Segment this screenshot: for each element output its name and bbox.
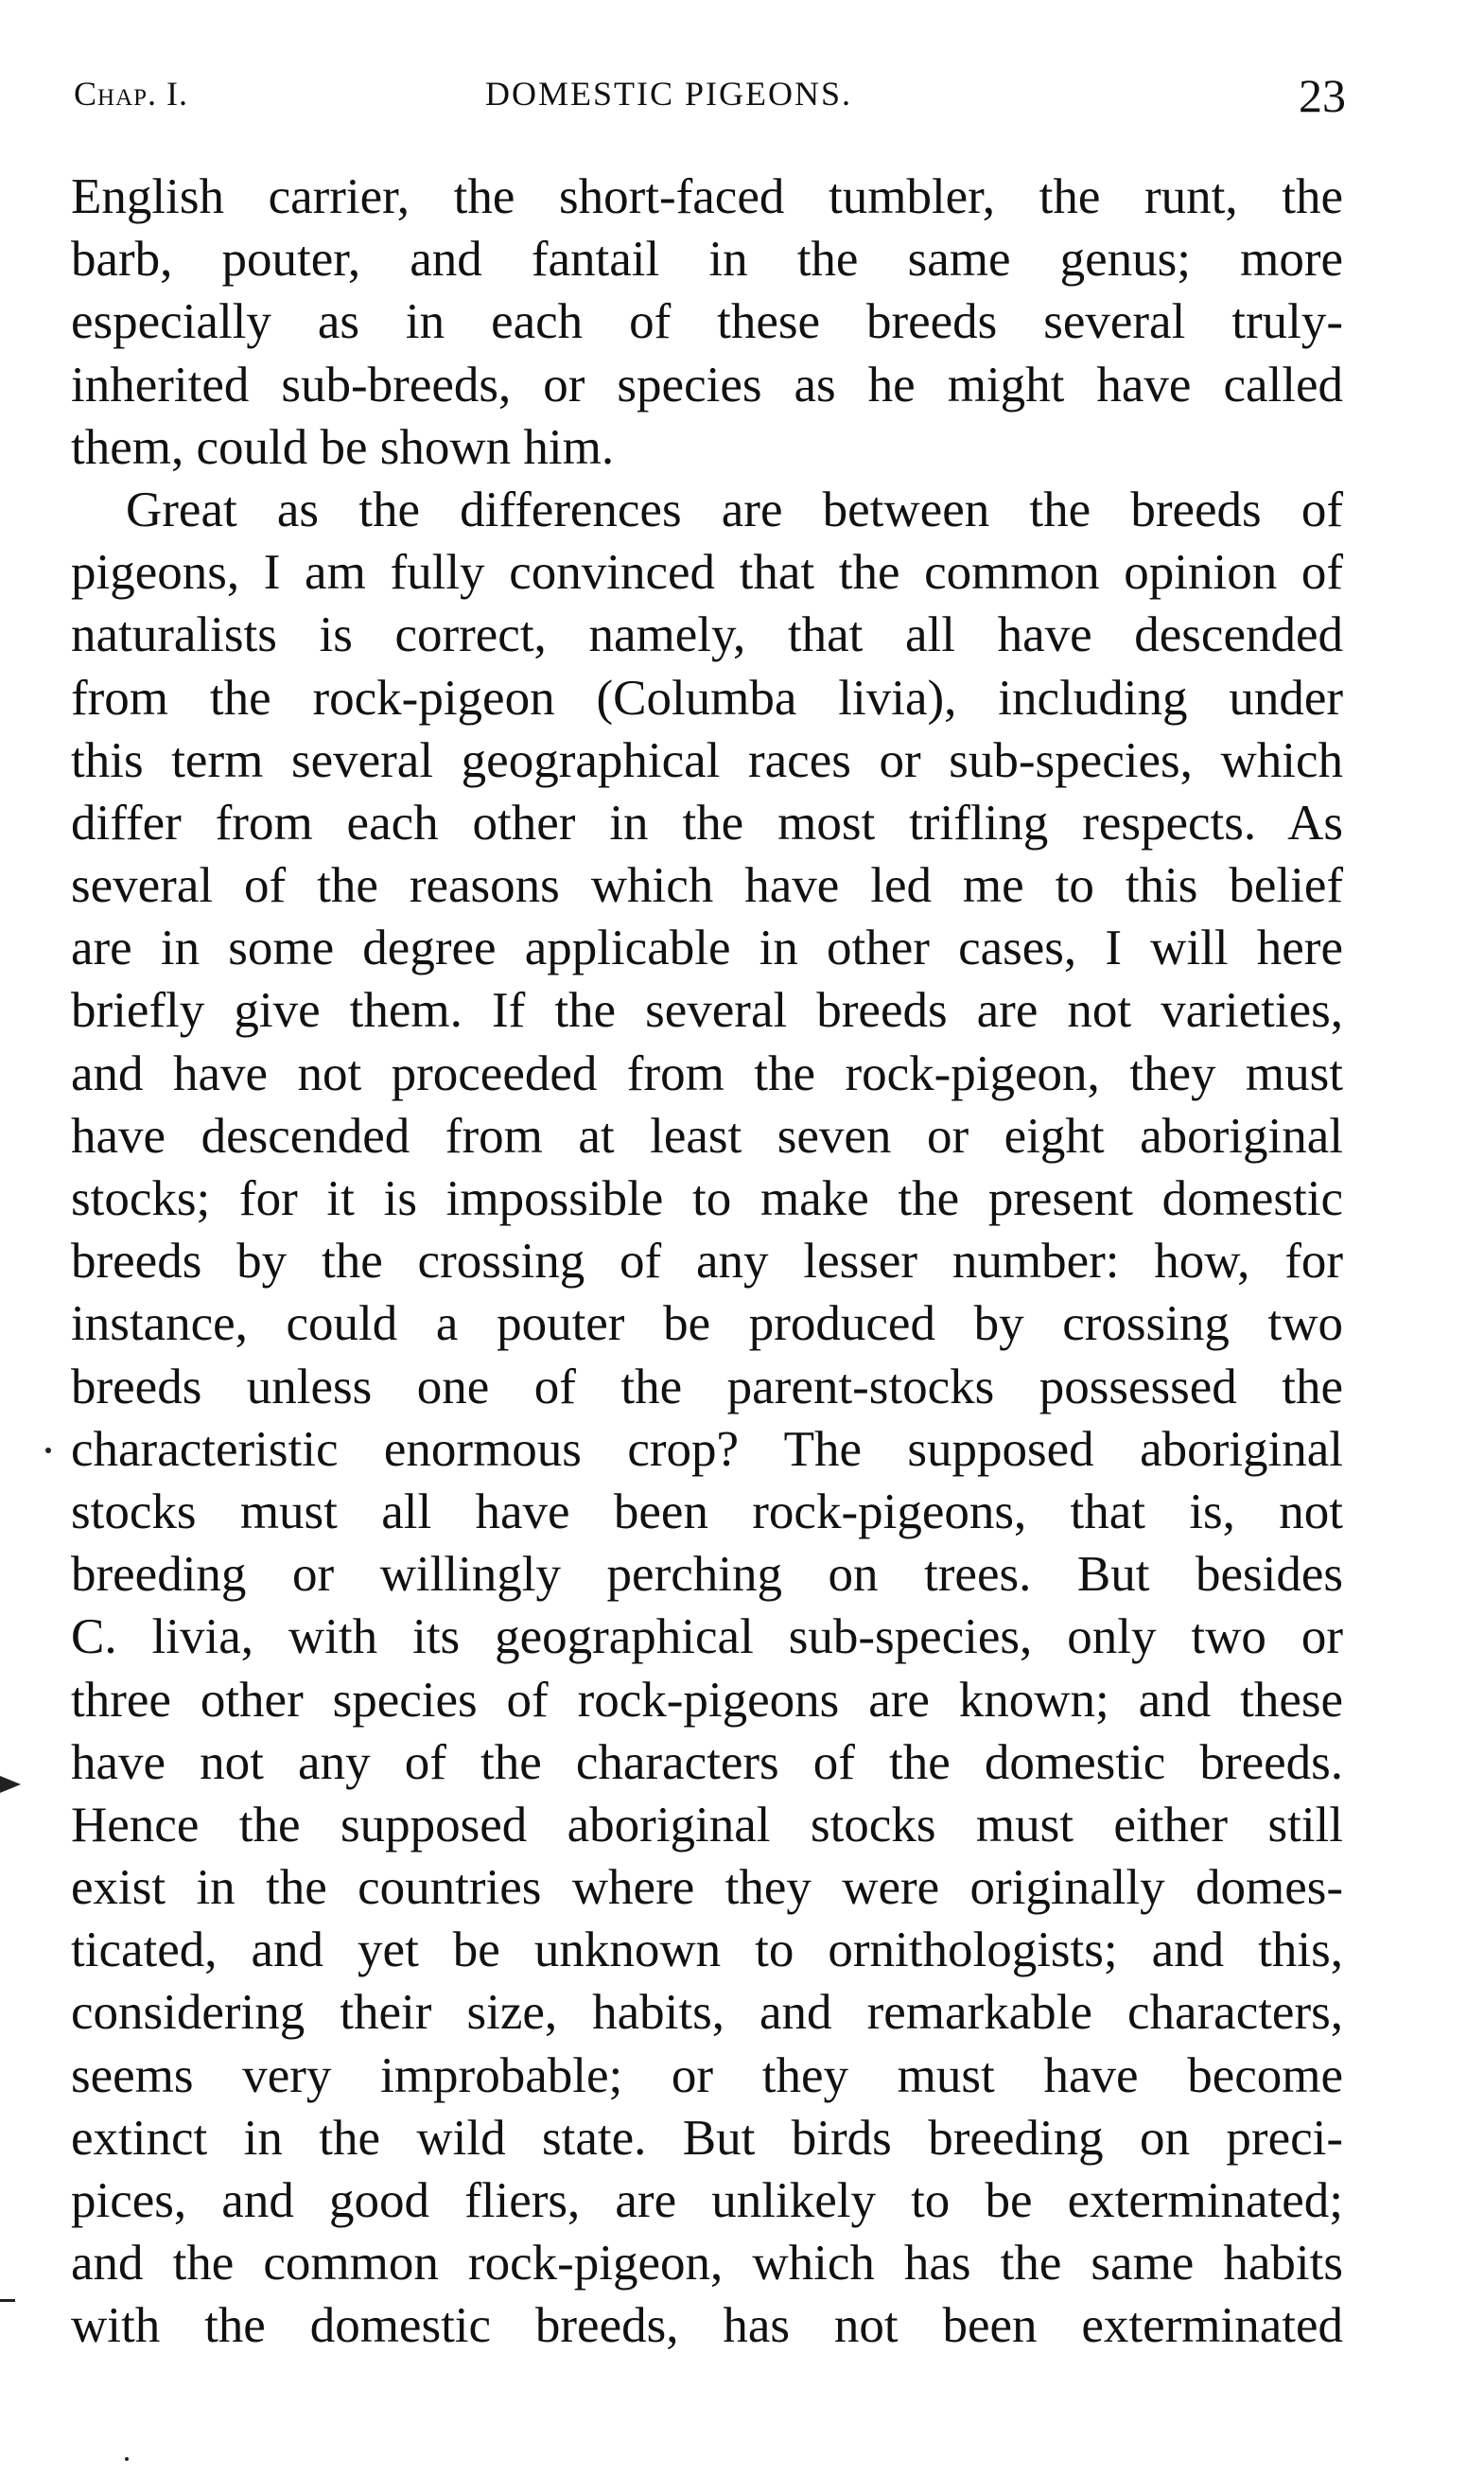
chapter-label: Chap. I. [74, 75, 189, 113]
text-line: exist in the countries where they were originally domes- [71, 1860, 1343, 1916]
paragraph-first-line: Great as the differences are between the breeds of [126, 482, 1343, 537]
text-line: instance, could a pouter be produced by crossing two [71, 1296, 1343, 1352]
text-line: have descended from at least seven or eight aboriginal [71, 1108, 1343, 1164]
margin-dash-mark [0, 2299, 15, 2302]
text-line: seems very improbable; or they must have become [71, 2047, 1343, 2103]
bottom-speck-mark [125, 2457, 129, 2461]
text-line: stocks must all have been rock-pigeons, that is, not [71, 1484, 1343, 1539]
text-line: differ from each other in the most trifling respects. As [71, 795, 1343, 851]
margin-arrow-mark [0, 1776, 21, 1793]
text-line: ticated, and yet be unknown to ornithologists; and this, [71, 1923, 1343, 1978]
text-line: several of the reasons which have led me to this belief [71, 858, 1343, 914]
text-line: considering their size, habits, and remarkable characters, [71, 1985, 1343, 2041]
running-title: DOMESTIC PIGEONS. [485, 75, 853, 113]
text-line: naturalists is correct, namely, that all have descended [71, 607, 1343, 663]
text-line: C. livia, with its geographical sub-species, only two or [71, 1609, 1343, 1665]
text-line: are in some degree applicable in other cases, I will here [71, 921, 1343, 976]
text-line: inherited sub-breeds, or species as he might have called [71, 357, 1343, 413]
text-line: from the rock-pigeon (Columba livia), including under [71, 670, 1343, 726]
text-line: stocks; for it is impossible to make the present domestic [71, 1171, 1343, 1226]
text-line: characteristic enormous crop? The supposed aboriginal [71, 1421, 1343, 1477]
text-line: briefly give them. If the several breeds are not varieties, [71, 983, 1343, 1039]
text-line: pices, and good fliers, are unlikely to be exterminated; [71, 2173, 1343, 2228]
text-line: and the common rock-pigeon, which has the same habits [71, 2236, 1343, 2292]
text-line: this term several geographical races or sub-species, which [71, 732, 1343, 788]
text-line: with the domestic breeds, has not been exterminated [71, 2298, 1343, 2354]
text-line: pigeons, I am fully convinced that the common opinion of [71, 545, 1343, 601]
text-line: and have not proceeded from the rock-pigeon, they must [71, 1045, 1343, 1101]
text-line: breeding or willingly perching on trees. But besides [71, 1547, 1343, 1603]
text-line: breeds unless one of the parent-stocks possessed the [71, 1359, 1343, 1414]
text-line: English carrier, the short-faced tumbler, the runt, the [71, 169, 1343, 224]
text-line: three other species of rock-pigeons are known; and these [71, 1672, 1343, 1728]
text-line: Hence the supposed aboriginal stocks must either still [71, 1797, 1343, 1853]
running-header [74, 69, 1346, 131]
text-line: breeds by the crossing of any lesser number: how, for [71, 1234, 1343, 1290]
text-line: them, could be shown him. [71, 419, 615, 475]
text-line: barb, pouter, and fantail in the same genus; more [71, 232, 1343, 288]
margin-dot-mark [45, 1448, 51, 1453]
text-line: extinct in the wild state. But birds breeding on preci- [71, 2110, 1343, 2166]
body-text [71, 166, 1343, 2358]
text-line: have not any of the characters of the domestic breeds. [71, 1734, 1343, 1790]
page-number: 23 [1299, 69, 1346, 122]
text-line: especially as in each of these breeds several truly- [71, 294, 1343, 350]
